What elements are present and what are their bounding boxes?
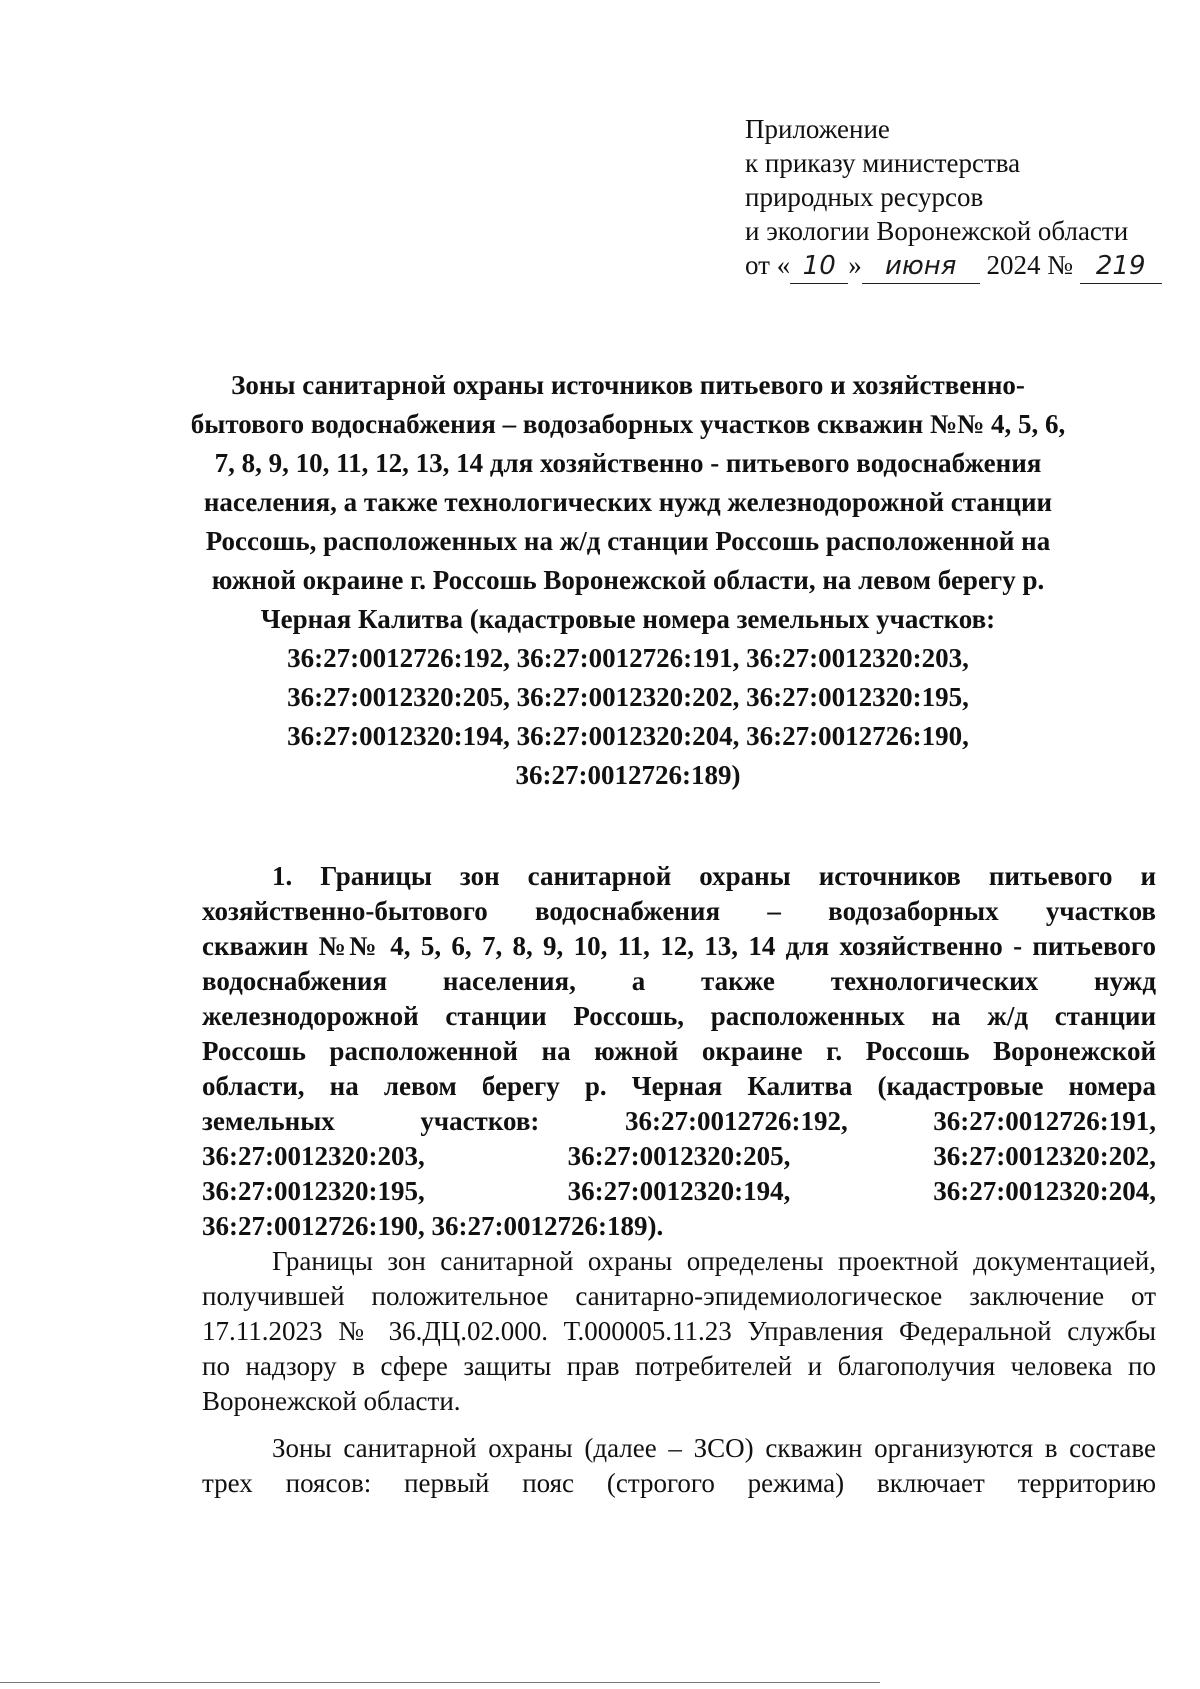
title-line: 36:27:0012320:194, 36:27:0012320:204, 36:27:0012726:190, [287,721,969,751]
document-body [202,859,1156,1501]
paragraph-line: трех поясов: первый пояс (строгого режима) включает территорию [202,1468,1156,1498]
section-1-line: водоснабжения населения, а также технологических нужд [202,966,1156,996]
title-line: 36:27:0012726:192, 36:27:0012726:191, 36:27:0012320:203, [287,643,969,673]
order-date-line [745,248,1165,284]
title-line: 36:27:0012320:205, 36:27:0012320:202, 36:27:0012320:195, [287,682,969,712]
paragraph-line: Воронежской области. [202,1386,461,1416]
title-line: 7, 8, 9, 10, 11, 12, 13, 14 для хозяйственно - питьевого водоснабжения [214,448,1042,478]
paragraph-line: 17.11.2023 № 36.ДЦ.02.000. Т.000005.11.23 Управления Федеральной службы [202,1316,1156,1346]
title-line: Россошь, расположенных на ж/д станции Россошь расположенной на [205,526,1051,556]
paragraph-line: Зоны санитарной охраны (далее – ЗСО) скважин организуются в составе [272,1433,1156,1463]
section-1-line: 36:27:0012726:190, 36:27:0012726:189). [202,1211,664,1241]
title-line: населения, а также технологических нужд железнодорожной станции [203,487,1053,517]
appendix-line: к приказу министерства [745,148,1021,178]
section-1-line: 36:27:0012320:203, 36:27:0012320:205, 36:27:0012320:202, [202,1141,1156,1171]
paragraph-spacer [202,1419,1156,1431]
section-1-line: хозяйственно-бытового водоснабжения – водозаборных участков [202,896,1156,926]
section-1-line: области, на левом берегу р. Черная Калитва (кадастровые номера [202,1071,1156,1101]
appendix-block [745,112,1165,284]
date-prefix: от « [745,250,791,280]
title-line: Черная Калитва (кадастровые номера земельных участков: [260,604,996,634]
section-1-line: 1. Границы зон санитарной охраны источников питьевого и [272,861,1156,891]
section-1-line: земельных участков: 36:27:0012726:192, 36:27:0012726:191, [202,1106,1156,1136]
title-line: 36:27:0012726:189) [515,760,741,790]
section-1-line: 36:27:0012320:195, 36:27:0012320:194, 36:27:0012320:204, [202,1176,1156,1206]
section-1-line: железнодорожной станции Россошь, расположенных на ж/д станции [202,1001,1156,1031]
paragraph-line: Границы зон санитарной охраны определены проектной документацией, [272,1246,1156,1276]
title-line: южной окраине г. Россошь Воронежской области, на левом берегу р. [211,565,1045,595]
appendix-line: и экологии Воронежской области [745,216,1129,246]
appendix-line: Приложение [745,114,890,144]
date-mid: » [848,250,862,280]
scan-bottom-rule [0,1682,880,1683]
paragraph-line: по надзору в сфере защиты прав потребителей и благополучия человека по [202,1351,1156,1381]
paragraph-line: получившей положительное санитарно-эпидемиологическое заключение от [202,1281,1156,1311]
appendix-line: природных ресурсов [745,182,984,212]
title-line: Зоны санитарной охраны источников питьевого и хозяйственно- [231,370,1025,400]
section-1-line: скважин №№ 4, 5, 6, 7, 8, 9, 10, 11, 12, 13, 14 для хозяйственно - питьевого [202,931,1156,961]
title-line: бытового водоснабжения – водозаборных участков скважин №№ 4, 5, 6, [190,409,1066,439]
handwritten-day: 10 [790,249,848,284]
paragraph-boundaries [202,1244,1156,1419]
handwritten-order-number: 219 [1080,249,1162,284]
handwritten-month: июня [862,249,980,284]
date-year: 2024 № [986,250,1073,280]
document-title [190,366,1066,795]
paragraph-zso [202,1431,1156,1501]
section-1-line: Россошь расположенной на южной окраине г. Россошь Воронежской [202,1036,1156,1066]
section-1 [202,859,1156,1244]
